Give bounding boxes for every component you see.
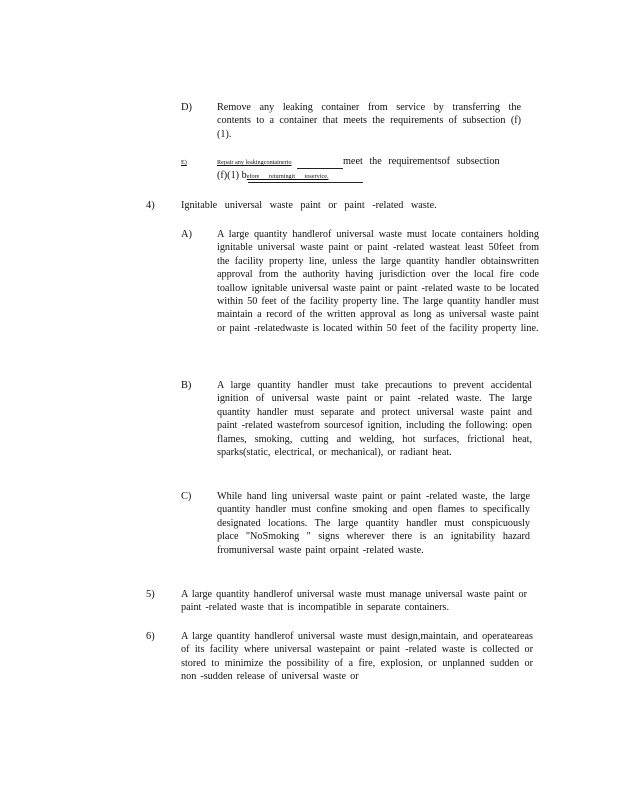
item-4b-label: B) xyxy=(181,380,192,391)
item-4a-text: A large quantity handlerof universal waste must locate containers holding ignitable universal waste paint or paint -related wasteat least 50feet from the facility property line, unless the large quantity handler obtainswritten approval from the authority having jurisdiction over the local fire code toallow ignitable universal waste paint or paint -related waste to be located within 50 feet of the facility property line. The large quantity handler must maintain a record of the written approval as long as universal waste paint or paint -relatedwaste is located within 50 feet of the facility property line. xyxy=(217,229,539,334)
item-e-line1-text: meet the requirementsof subsection xyxy=(343,156,500,167)
item-6-text: A large quantity handlerof universal waste must design,maintain, and operateareas of its facility where universal wastepaint or paint -related waste is collected or stored to minimize the possibility of a fire, explosion, or unplanned sudden or non -sudden release of universal waste or xyxy=(181,631,533,683)
item-5-text: A large quantity handlerof universal waste must manage universal waste paint or paint -related waste that is incompatible in separate containers. xyxy=(181,589,527,614)
item-4c-text: While hand ling universal waste paint or paint -related waste, the large quantity handler must confine smoking and open flames to specifically designated locations. The large quantity handler must conspicuously place "NoSmoking " signs wherever there is an ignitability hazard fromuniversal waste paint orpaint -related waste. xyxy=(217,491,530,556)
item-d-label: D) xyxy=(181,102,192,113)
item-e-struck-text: Repair any leakingcontainerto xyxy=(217,159,292,166)
item-e-line1 xyxy=(181,156,521,170)
item-6-label: 6) xyxy=(146,631,155,642)
item-e-line2-struck: efore returningit toservice. xyxy=(246,173,329,180)
item-4a-label: A) xyxy=(181,229,192,240)
item-5-label: 5) xyxy=(146,589,155,600)
item-e-label: E) xyxy=(181,159,187,166)
item-e-underline-2 xyxy=(248,182,363,183)
item-4-label: 4) xyxy=(146,200,155,211)
item-4c-label: C) xyxy=(181,491,192,502)
item-4b-text: A large quantity handler must take precautions to prevent accidental ignition of universal waste paint or paint -related waste. The large quantity handler must separate and protect universal waste paint and paint -related wastefrom sourcesof ignition, including the following: open flames, smoking, cutting and welding, hot surfaces, frictional heat, sparks(static, electrical, or mechanical), or radiant heat. xyxy=(217,380,532,459)
item-4-heading: Ignitable universal waste paint or paint -related waste. xyxy=(181,200,437,211)
item-e-underline xyxy=(297,168,343,169)
item-e-line2-text: (f)(1) b xyxy=(217,170,247,181)
item-d-text: Remove any leaking container from service by transferring the contents to a container that meets the requirements of subsection (f)(1). xyxy=(217,102,521,140)
